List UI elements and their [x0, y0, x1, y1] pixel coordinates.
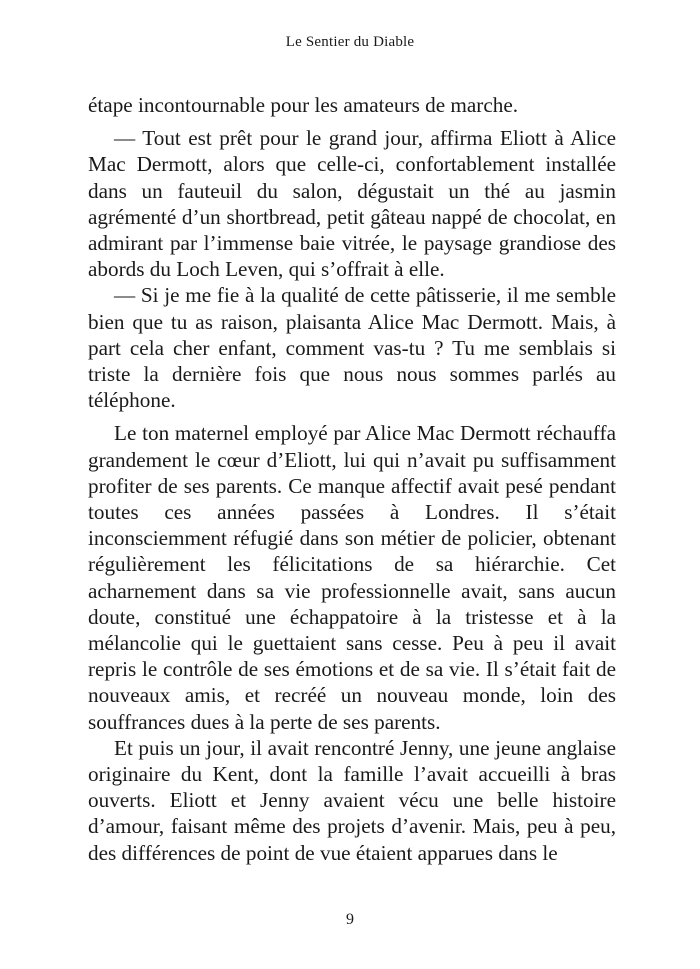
paragraph: Le ton maternel employé par Alice Mac Dermott réchauffa grandement le cœur d’Eliott, lui qui n’avait pu suffisamment profiter de ses parents. Ce manque affectif avait pesé pendant toutes ces années passées à Londres. Il s’était inconsciemment réfugié dans son métier de policier, obtenant régulièrement les félicitations de sa hiérarchie. Cet acharnement dans sa vie professionnelle avait, sans aucun doute, constitué une échappatoire à la tristesse et à la mélancolie qui le guettaient sans cesse. Peu à peu il avait repris le contrôle de ses émotions et de sa vie. Il s’était fait de nouveaux amis, et recréé un nouveau monde, loin des souffrances dues à la perte de ses parents.	[88, 421, 616, 734]
paragraph: Et puis un jour, il avait rencontré Jenny, une jeune anglaise originaire du Kent, dont la famille l’avait accueilli à bras ouverts. Eliott et Jenny avaient vécu une belle histoire d’amour, faisant même des projets d’avenir. Mais, peu à peu, des différences de point de vue étaient apparues dans le	[88, 735, 616, 865]
paragraph: — Si je me fie à la qualité de cette pâtisserie, il me semble bien que tu as raison, plaisanta Alice Mac Dermott. Mais, à part cela cher enfant, comment vas-tu ? Tu me semblais si triste la dernière fois que nous nous sommes parlés au téléphone.	[88, 283, 616, 413]
body-text	[88, 92, 616, 866]
paragraph: — Tout est prêt pour le grand jour, affirma Eliott à Alice Mac Dermott, alors que celle-ci, confortablement installée dans un fauteuil du salon, dégustait un thé au jasmin agrémenté d’un shortbread, petit gâteau nappé de chocolat, en admirant par l’immense baie vitrée, le paysage grandiose des abords du Loch Leven, qui s’offrait à elle.	[88, 126, 616, 282]
running-header-title: Le Sentier du Diable	[285, 34, 415, 50]
paragraph: étape incontournable pour les amateurs de marche.	[88, 93, 519, 117]
page-number: 9	[346, 911, 354, 928]
